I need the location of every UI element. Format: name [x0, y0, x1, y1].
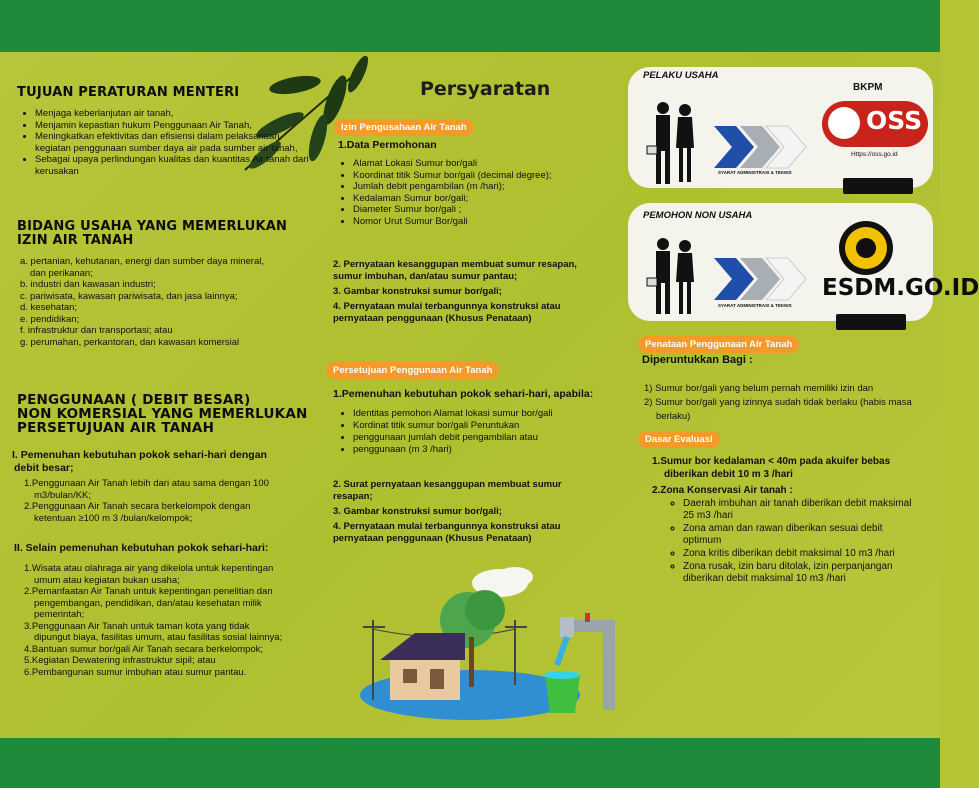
izin-list — [335, 158, 633, 227]
list-item: a. pertanian, kehutanan, energi dan sumber daya mineral, dan perikanan; — [20, 256, 264, 279]
esdm-emblem-icon — [836, 220, 896, 276]
list-item: • Nomor Urut Sumur Bor/gali — [353, 216, 633, 228]
chevron-arrows-icon — [714, 126, 806, 173]
persetujuan-numbered — [333, 479, 603, 545]
business-people-icon — [645, 98, 705, 188]
list-item: • Identitas pemohon Alamat lokasi sumur bor/gali — [353, 408, 613, 420]
syarat-label: SYARAT ADMINISTRASI & TEKNIS — [718, 170, 792, 175]
penggunaan-sec1-list — [24, 478, 286, 524]
dasar-point-2: 2.Zona Konservasi Air tanah : — [652, 485, 793, 496]
list-item: • Diameter Sumur bor/gali ; — [353, 204, 633, 216]
numbered-item: 4. Pernyataan mulai terbangunnya konstruksi atau pernyataan penggunaan (Khusus Penataan) — [333, 301, 561, 324]
numbered-item: 2. Pernyataan kesanggupan membuat sumur resapan, sumur imbuhan, dan/atau sumur pantau; — [333, 259, 577, 282]
bkpm-label: BKPM — [853, 82, 883, 93]
list-item: ◦ Daerah imbuhan air tanah diberikan debit maksimal 25 m3 /hari — [683, 498, 923, 522]
izin-sub: 1.Data Permohonan — [338, 139, 437, 151]
list-item: • penggunaan (m 3 /hari) — [353, 444, 613, 456]
tujuan-list — [17, 108, 310, 177]
list-item: 1.Penggunaan Air Tanah lebih dari atau sama dengan 100 m3/bulan/KK; — [24, 478, 269, 501]
dasar-list — [667, 498, 923, 585]
esdm-logo-text: ESDM.GO.ID — [822, 275, 979, 301]
list-item: ◦ Zona aman dan rawan diberikan sesuai debit optimum — [683, 523, 923, 547]
list-item: 3.Penggunaan Air Tanah untuk taman kota yang tidak dipungut biaya, fasilitas umum, atau fasilitas sosial lainnya; — [24, 620, 283, 643]
list-item: c. pariwisata, kawasan pariwisata, dan jasa lainnya; — [20, 290, 238, 302]
list-item: 6.Pembangunan sumur imbuhan atau sumur pantau. — [24, 666, 247, 678]
list-item: • Sebagai upaya perlindungan kualitas dan kuantitas Air tanah dari kerusakan — [35, 154, 310, 177]
list-item: • Alamat Lokasi Sumur bor/gali — [353, 158, 633, 170]
persyaratan-title: Persyaratan — [420, 78, 551, 100]
numbered-item: 4. Pernyataan mulai terbangunnya konstruksi atau pernyataan penggunaan (Khusus Penataan) — [333, 521, 561, 544]
oss-logo-text: OSS — [866, 106, 923, 135]
penataan-sub: Diperuntukkan Bagi : — [642, 354, 753, 366]
redacted-block — [836, 314, 906, 330]
penggunaan-sec2-title: II. Selain pemenuhan kebutuhan pokok sehari-hari: — [14, 542, 269, 554]
penataan-list — [644, 382, 914, 424]
syarat-label: SYARAT ADMINISTRASI & TEKNIS — [718, 303, 792, 308]
persetujuan-tag: Persetujuan Penggunaan Air Tanah — [326, 362, 499, 379]
dasar-tag: Dasar Evaluasi — [638, 431, 720, 448]
oss-url[interactable]: Https://oss.go.id — [851, 151, 898, 158]
list-item: • Jumlah debit pengambilan (m /hari); — [353, 181, 633, 193]
persetujuan-sub: 1.Pemenuhan kebutuhan pokok sehari-hari, apabila: — [333, 388, 594, 400]
list-item: f. infrastruktur dan transportasi; atau — [20, 325, 173, 336]
penggunaan-sec1-title: I. Pemenuhan kebutuhan pokok sehari-hari dengan debit besar; — [12, 449, 267, 474]
house-icon — [390, 660, 460, 700]
tujuan-title: TUJUAN PERATURAN MENTERI — [17, 85, 240, 100]
list-item: ◦ Zona rusak, izin baru ditolak, izin perpanjangan diberikan debit maksimal 10 m3 /hari — [683, 561, 923, 585]
numbered-item: 3. Gambar konstruksi sumur bor/gali; — [333, 506, 502, 517]
dasar-point-1: 1.Sumur bor kedalaman < 40m pada akuifer bebas diberikan debit 10 m 3 /hari — [652, 456, 891, 480]
list-item: • penggunaan jumlah debit pengambilan atau — [353, 432, 613, 444]
list-item: • Menjaga keberlanjutan air tanah, — [35, 108, 310, 120]
list-item: • Menjamin kepastian hukum Penggunaan Air Tanah, — [35, 120, 310, 132]
list-item: • Kordinat titik sumur bor/gali Peruntukan — [353, 420, 613, 432]
bidang-title-line: IZIN AIR TANAH — [17, 233, 134, 248]
list-item: 2.Pemanfaatan Air Tanah untuk kepentingan penelitian dan pengembangan, pendidikan, dan/atau kesehatan milik pemerintah; — [24, 586, 273, 620]
list-item: b. industri dan kawasan industri; — [20, 279, 156, 290]
list-item: d. kesehatan; — [20, 302, 78, 313]
numbered-item: 2. Surat pernyataan kesanggupan membuat sumur resapan; — [333, 479, 562, 502]
business-people-icon — [645, 236, 705, 318]
card-title: PELAKU USAHA — [643, 70, 719, 81]
bidang-title — [17, 220, 287, 248]
izin-tag: Izin Pengusahaan Air Tanah — [334, 119, 474, 136]
list-item: 1.Wisata atau olahraga air yang dikelola untuk kepentingan umum atau kegiatan bukan usaha; — [24, 563, 274, 586]
list-item: e. pendidikan; — [20, 313, 80, 325]
list-item: 2.Penggunaan Air Tanah secara berkelompok dengan ketentuan ≥100 m 3 /bulan/kelompok; — [24, 501, 251, 524]
bidang-list — [20, 256, 280, 348]
list-item: 2) Sumur bor/gali yang izinnya sudah tidak berlaku (habis masa berlaku) — [644, 397, 912, 422]
list-item: • Meningkatkan efektivitas dan efisiensi dalam pelaksanaan kegiatan penggunaan sumber daya air pada sumber air tanah, — [35, 131, 310, 154]
list-item: 4.Bantuan sumur bor/gali Air Tanah secara berkelompok; — [24, 643, 264, 655]
penggunaan-title-line: PENGGUNAAN ( DEBIT BESAR) — [17, 392, 251, 408]
bottom-band — [0, 738, 940, 788]
penggunaan-sec2-list — [24, 563, 286, 678]
chevron-arrows-icon — [714, 258, 806, 305]
penggunaan-title — [17, 393, 307, 435]
persetujuan-list — [335, 408, 613, 456]
list-item: • Koordinat titik Sumur bor/gali (decimal degree); — [353, 170, 633, 182]
penggunaan-title-line: PERSETUJUAN AIR TANAH — [17, 420, 215, 436]
bucket-icon — [545, 675, 580, 713]
izin-numbered — [333, 259, 603, 325]
list-item: 5.Kegiatan Dewatering infrastruktur sipil; atau — [24, 655, 216, 666]
redacted-block — [843, 178, 913, 194]
list-item: g. perumahan, perkantoran, dan kawasan komersial — [20, 336, 240, 348]
card-title: PEMOHON NON USAHA — [643, 210, 753, 221]
list-item: • Kedalaman Sumur bor/gali; — [353, 193, 633, 205]
water-illustration — [355, 565, 625, 725]
numbered-item: 3. Gambar konstruksi sumur bor/gali; — [333, 286, 502, 297]
top-band — [0, 0, 940, 52]
house-roof-icon — [380, 633, 465, 660]
garuda-icon — [828, 107, 860, 139]
oss-logo — [822, 101, 928, 147]
list-item: 1) Sumur bor/gali yang belum pernah memiliki izin dan — [644, 383, 874, 394]
bidang-title-line: BIDANG USAHA YANG MEMERLUKAN — [17, 219, 288, 234]
penataan-tag: Penataan Penggunaan Air Tanah — [638, 336, 799, 353]
list-item: ◦ Zona kritis diberikan debit maksimal 10 m3 /hari — [683, 548, 923, 560]
penggunaan-title-line: NON KOMERSIAL YANG MEMERLUKAN — [17, 406, 308, 422]
